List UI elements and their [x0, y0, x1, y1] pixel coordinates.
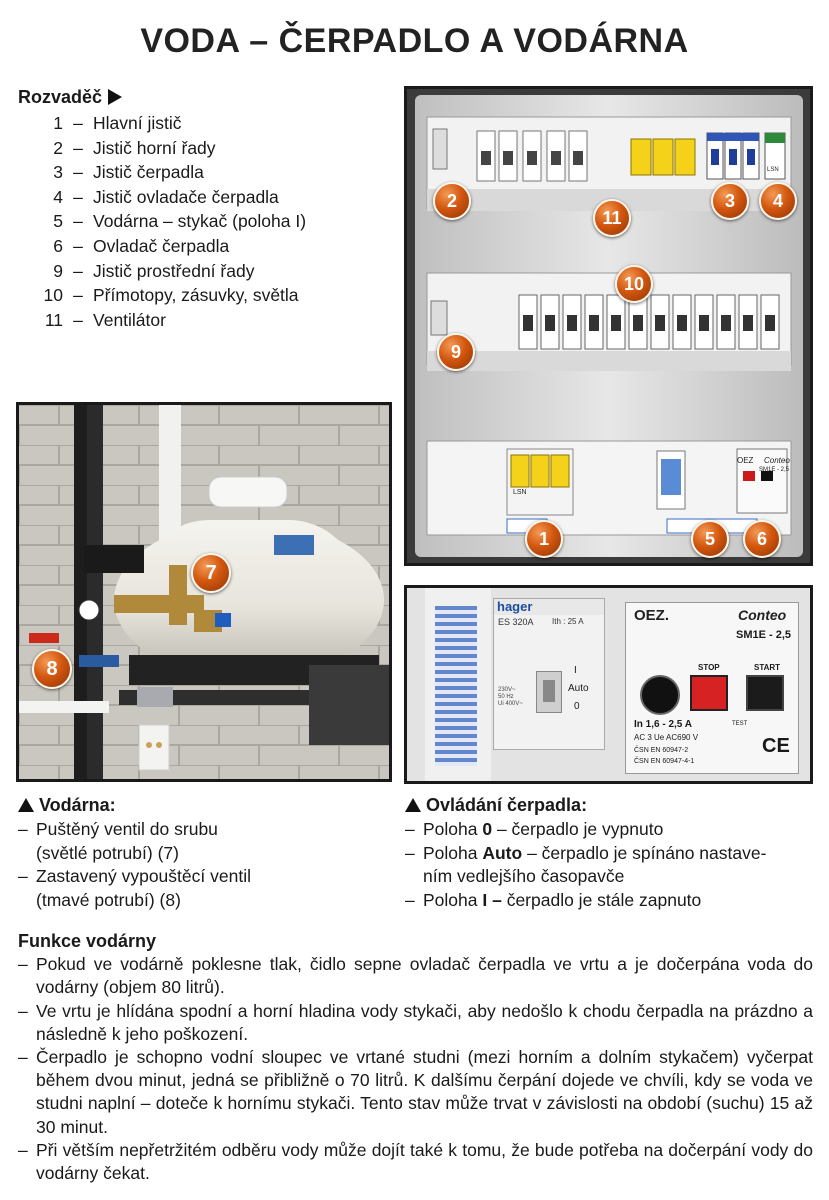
item-prefix: Poloha: [423, 819, 483, 839]
panel-oez-label: OEZ: [737, 456, 754, 465]
item-dash: –: [18, 1000, 28, 1021]
badge-10: 10: [615, 265, 653, 303]
item-dash: –: [73, 211, 83, 232]
switch-label-0: 0: [574, 701, 580, 712]
distribution-board-photo: [404, 86, 813, 566]
page-title: VODA – ČERPADLO A VODÁRNA: [140, 22, 689, 60]
item-dash: –: [18, 819, 28, 839]
timer-module: [425, 588, 491, 781]
item-dash: –: [405, 819, 415, 839]
contactor-module: [493, 598, 605, 750]
rozvadec-item: [18, 259, 306, 284]
vodarna-item: [18, 818, 388, 865]
funkce-item: [18, 1046, 813, 1139]
badge-2: 2: [433, 182, 471, 220]
panel-conteo-label: Conteo: [764, 456, 790, 465]
item-text: [36, 818, 218, 865]
test-label: TEST: [732, 721, 748, 727]
badge-9: 9: [437, 333, 475, 371]
ce-mark: CE: [762, 735, 790, 757]
funkce-heading: Funkce vodárny: [18, 931, 157, 951]
item-line: [423, 889, 701, 913]
item-dash: –: [73, 162, 83, 183]
stop-button[interactable]: [690, 675, 728, 711]
item-dash: –: [405, 889, 415, 910]
triangle-up-icon: [18, 798, 34, 812]
item-dash: –: [73, 309, 83, 330]
distribution-board-illustration: [407, 89, 810, 563]
item-line: [423, 842, 766, 866]
item-label: Ventilátor: [93, 309, 166, 330]
rozvadec-item: [18, 136, 306, 161]
conteo-brand: Conteo: [738, 607, 787, 623]
switch-label-i: I: [574, 665, 577, 676]
start-button[interactable]: [746, 675, 784, 711]
item-dash: –: [18, 866, 28, 886]
item-label: Ovladač čerpadla: [93, 235, 230, 256]
rozvadec-item: [18, 111, 306, 136]
funkce-item: [18, 1000, 813, 1046]
ovladani-item: [405, 842, 815, 889]
current-rating: In 1,6 - 2,5 A: [634, 719, 692, 730]
item-position: I –: [482, 889, 502, 910]
item-dash: –: [18, 954, 28, 975]
panel-lsn-label-2: LSN: [767, 167, 779, 173]
ac3-rating: AC 3 Ue AC690 V: [634, 733, 699, 742]
badge-7: 7: [191, 553, 231, 593]
ovladani-item: [405, 889, 815, 913]
item-dash: –: [73, 235, 83, 256]
item-label: Jistič ovladače čerpadla: [93, 186, 279, 207]
funkce-item: [18, 953, 813, 999]
timer-dial: [435, 606, 477, 766]
item-number: 4: [53, 186, 63, 207]
triangle-up-icon: [405, 798, 421, 812]
item-dash: –: [18, 1139, 28, 1160]
item-dash: –: [73, 113, 83, 133]
item-number: 5: [53, 211, 63, 232]
item-text: [423, 889, 701, 913]
vodarna-item: [18, 865, 388, 912]
item-text: [36, 865, 251, 912]
rozvadec-item: [18, 160, 306, 185]
rozvadec-list: [18, 111, 306, 332]
item-dash: –: [73, 186, 83, 207]
stop-label: STOP: [698, 663, 720, 672]
rozvadec-item: [18, 308, 306, 333]
vodarna-list: [18, 818, 388, 912]
hager-brand: hager: [497, 599, 533, 614]
item-text: [423, 818, 663, 842]
badge-5: 5: [691, 520, 729, 558]
csn-standard-1: ČSN EN 60947-2: [634, 747, 689, 754]
item-number: 2: [53, 137, 63, 158]
item-label: Přímotopy, zásuvky, světla: [93, 285, 299, 306]
item-number: 1: [53, 113, 63, 133]
ovladani-item: [405, 818, 815, 842]
rozvadec-heading: Rozvaděč: [18, 87, 122, 108]
vodarna-heading: Vodárna:: [18, 795, 116, 816]
water-tank-photo: [16, 402, 392, 782]
item-line: Zastavený vypouštěcí ventil: [36, 866, 251, 886]
item-dash: –: [18, 1047, 28, 1068]
item-dash: –: [73, 137, 83, 158]
item-prefix: Poloha: [423, 842, 483, 863]
item-text: Ve vrtu je hlídána spodní a horní hladina vody stykači, aby nedošlo k chodu čerpadla na prázdno a následně k jeho poškození.: [36, 1000, 813, 1044]
badge-1: 1: [525, 520, 563, 558]
item-line: [423, 818, 663, 842]
rozvadec-item: [18, 234, 306, 259]
ovladani-list: [405, 818, 815, 912]
item-number: 6: [53, 235, 63, 256]
rozvadec-item: [18, 185, 306, 210]
funkce-section: [18, 930, 813, 1185]
item-label: Jistič horní řady: [93, 137, 216, 158]
badge-11: 11: [593, 199, 631, 237]
item-position: 0: [482, 819, 493, 839]
item-label: Hlavní jistič: [93, 113, 182, 133]
item-line: (tmavé potrubí) (8): [36, 889, 181, 910]
start-label: START: [754, 663, 781, 672]
item-text: Při větším nepřetržitém odběru vody může dojít také k tomu, že bude potřeba na dočerpání vody do vodárny čekat.: [36, 1139, 813, 1184]
item-number: 11: [44, 309, 63, 330]
funkce-list: [18, 953, 813, 1185]
oez-brand: OEZ.: [634, 607, 670, 624]
panel-lsn-label-1: LSN: [513, 489, 527, 496]
item-number: 3: [53, 162, 63, 183]
triangle-right-icon: [108, 89, 122, 105]
badge-3: 3: [711, 182, 749, 220]
item-text: Pokud ve vodárně poklesne tlak, čidlo sepne ovladač čerpadla ve vrtu a je dočerpána voda do vodárny (objem 80 litrů).: [36, 954, 813, 998]
voltage-rating: 230V~ 50 Hz Ui 400V~: [498, 687, 523, 707]
item-suffix: čerpadlo je stále zapnuto: [501, 889, 702, 910]
csn-standard-2: ČSN EN 60947-4-1: [634, 758, 695, 765]
rozvadec-item: [18, 283, 306, 308]
item-label: Jistič čerpadla: [93, 162, 204, 183]
item-prefix: Poloha: [423, 889, 483, 910]
item-position: Auto: [482, 842, 523, 863]
item-label: Vodárna – stykač (poloha I): [93, 211, 307, 232]
item-dash: –: [73, 260, 83, 281]
ith-rating: Ith : 25 A: [552, 617, 584, 626]
item-suffix: – čerpadlo je spínáno nastave-: [522, 842, 767, 863]
mode-switch[interactable]: [536, 671, 562, 713]
item-text: [423, 842, 766, 889]
es-model: ES 320A: [498, 617, 534, 627]
item-line: (světlé potrubí) (7): [36, 842, 179, 863]
item-line: Puštěný ventil do srubu: [36, 819, 218, 839]
item-dash: –: [405, 842, 415, 863]
rozvadec-item: [18, 209, 306, 234]
motor-protector-module: [625, 602, 799, 774]
badge-8: 8: [32, 649, 72, 689]
current-dial[interactable]: [640, 675, 680, 715]
item-suffix: – čerpadlo je vypnuto: [492, 819, 664, 839]
item-line: ním vedlejšího časopavče: [423, 866, 625, 886]
item-label: Jistič prostřední řady: [93, 260, 255, 281]
panel-model-label: SM1E - 2,5: [759, 467, 790, 473]
item-text: Čerpadlo je schopno vodní sloupec ve vrtané studni (mezi horním a dolním stykačem) vyčerpat během dvou minut, jedná se přibližně o 70 litrů. K dalšímu čerpání dojede ve chvíli, kdy se voda ve studni naplní – doteče k hornímu stykači. Tento stav může trvat v závislosti na období (suchu) 15 až 30 minut.: [36, 1047, 813, 1137]
pump-control-photo: [404, 585, 813, 784]
model-label: SM1E - 2,5: [736, 629, 792, 641]
ovladani-heading: Ovládání čerpadla:: [405, 795, 587, 816]
item-dash: –: [73, 285, 83, 306]
switch-label-auto: Auto: [568, 683, 589, 694]
badge-4: 4: [759, 182, 797, 220]
badge-6: 6: [743, 520, 781, 558]
item-number: 9: [53, 260, 63, 281]
funkce-item: [18, 1139, 813, 1185]
item-number: 10: [43, 285, 63, 306]
